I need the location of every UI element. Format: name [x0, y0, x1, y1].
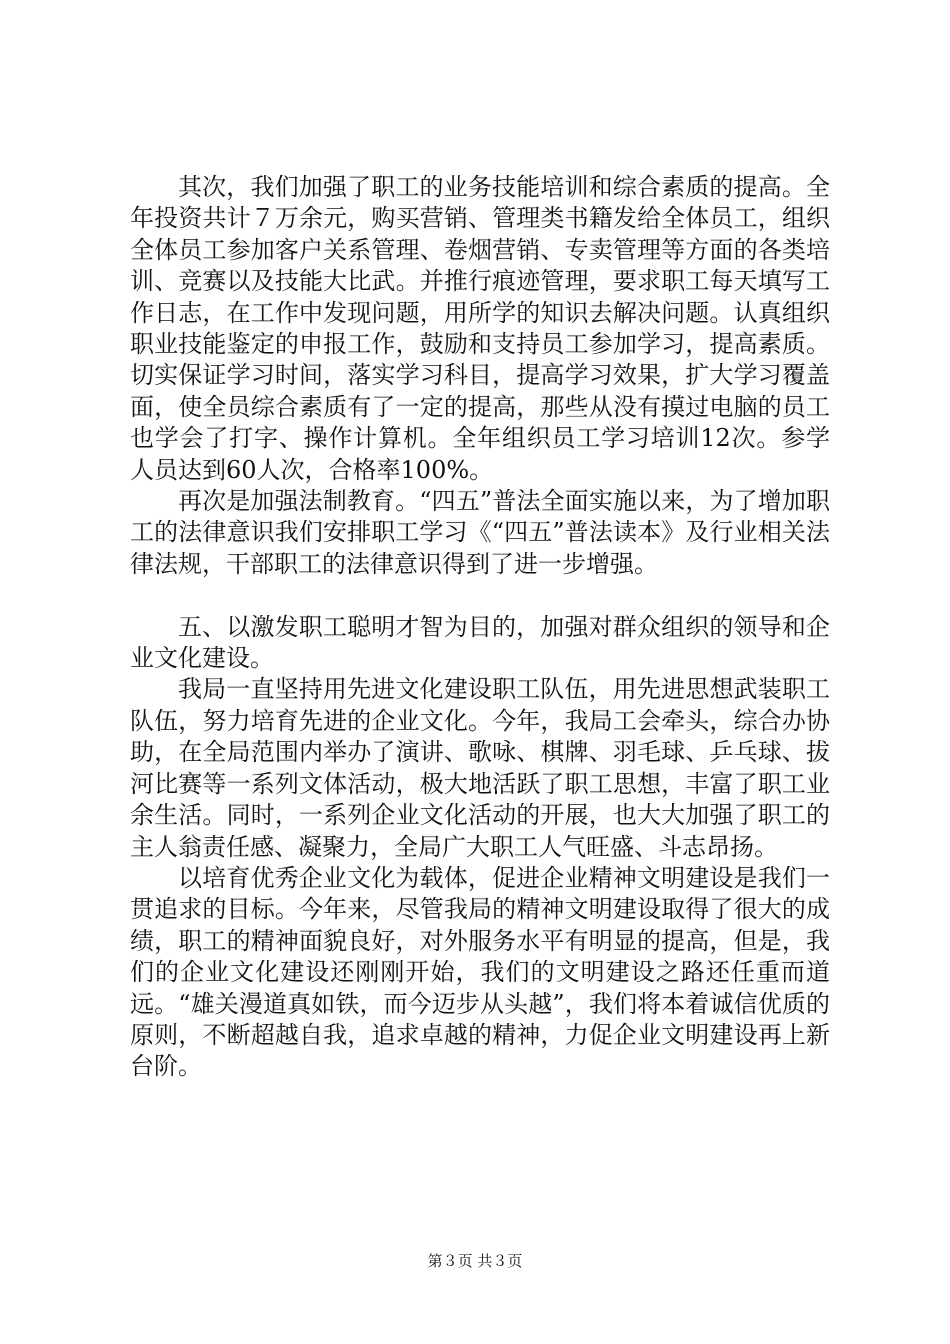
paragraph-culture-activities: 我局一直坚持用先进文化建设职工队伍，用先进思想武装职工队伍，努力培育先进的企业文化。今年，我局工会牵头，综合办协助，在全局范围内举办了演讲、歌咏、棋牌、羽毛球、乒乓球、拔河比赛等一系列文体活动，极大地活跃了职工思想，丰富了职工业余生活。同时，一系列企业文化活动的开展，也大大加强了职工的主人翁责任感、凝聚力，全局广大职工人气旺盛、斗志昂扬。 — [130, 675, 830, 861]
paragraph-spacer — [130, 580, 830, 611]
paragraph-training: 其次，我们加强了职工的业务技能培训和综合素质的提高。全年投资共计７万余元，购买营销、管理类书籍发给全体员工，组织全体员工参加客户关系管理、卷烟营销、专卖管理等方面的各类培训、竞赛以及技能大比武。并推行痕迹管理，要求职工每天填写工作日志，在工作中发现问题，用所学的知识去解决问题。认真组织职业技能鉴定的申报工作，鼓励和支持员工参加学习，提高素质。切实保证学习时间，落实学习科目，提高学习效果，扩大学习覆盖面，使全员综合素质有了一定的提高，那些从没有摸过电脑的员工也学会了打字、操作计算机。全年组织员工学习培训12次。参学人员达到60人次，合格率100%。 — [130, 173, 830, 484]
page-footer: 第３页 共３页 — [427, 1252, 523, 1270]
section-heading-five: 五、以激发职工聪明才智为目的，加强对群众组织的领导和企业文化建设。 — [130, 612, 830, 673]
paragraph-legal-education: 再次是加强法制教育。“四五”普法全面实施以来，为了增加职工的法律意识我们安排职工学习《“四五”普法读本》及行业相关法律法规，干部职工的法律意识得到了进一步增强。 — [130, 487, 830, 578]
paragraph-civilization-building: 以培育优秀企业文化为载体，促进企业精神文明建设是我们一贯追求的目标。今年来，尽管我局的精神文明建设取得了很大的成绩，职工的精神面貌良好，对外服务水平有明显的提高，但是，我们的企业文化建设还刚刚开始，我们的文明建设之路还任重而道远。“雄关漫道真如铁，而今迈步从头越”，我们将本着诚信优质的原则，不断超越自我，追求卓越的精神，力促企业文明建设再上新台阶。 — [130, 863, 830, 1081]
document-body — [130, 172, 830, 1083]
